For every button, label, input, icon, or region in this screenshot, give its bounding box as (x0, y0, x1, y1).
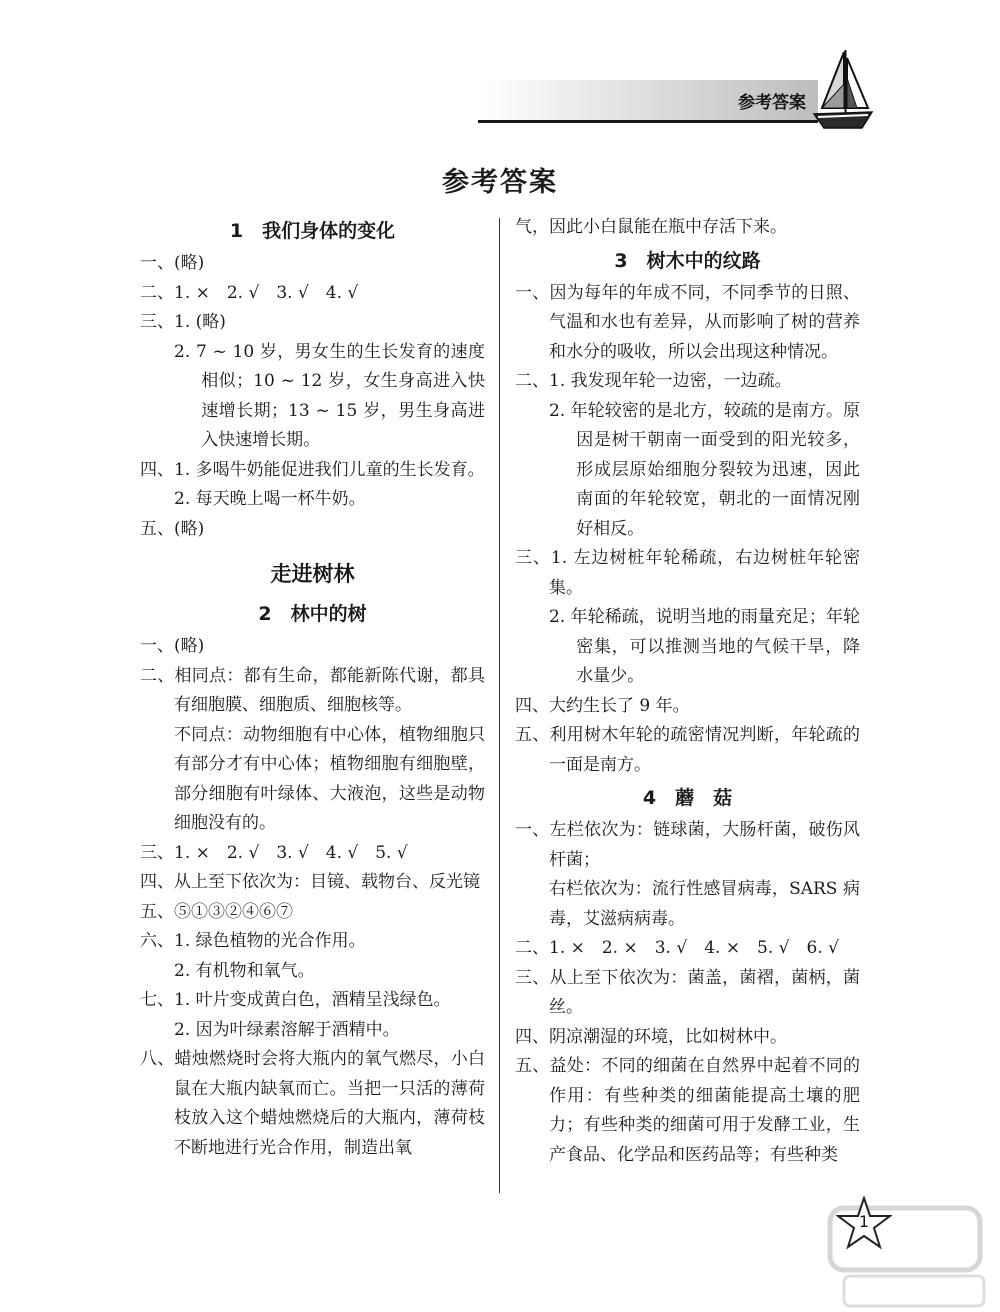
unit-heading: 走进树林 (270, 562, 355, 586)
answer-subitem: 2. 因为叶绿素溶解于酒精中。 (174, 1019, 400, 1040)
running-header-label: 参考答案 (738, 93, 806, 113)
answer-item: 四、1. 多喝牛奶能促进我们儿童的生长发育。 (140, 459, 485, 480)
answer-item: 五、⑤①③②④⑥⑦ (140, 901, 293, 922)
answer-item: 一、左栏依次为：链球菌，大肠杆菌，破伤风杆菌； (515, 820, 860, 870)
answer-item: 五、(略) (140, 518, 205, 539)
section-heading: 3 树木中的纹路 (614, 249, 761, 272)
answer-item: 二、1. × 2. × 3. √ 4. × 5. √ 6. √ (515, 938, 839, 958)
page-number: 1 (858, 1212, 870, 1231)
answer-item: 二、相同点：都有生命，都能新陈代谢，都具有细胞膜、细胞质、细胞核等。 (140, 665, 485, 715)
answer-item: 三、1. 左边树桩年轮稀疏，右边树桩年轮密集。 (515, 548, 860, 598)
column-divider (499, 218, 500, 1193)
answer-item: 三、1. × 2. √ 3. √ 4. √ 5. √ (140, 842, 408, 863)
left-column (140, 213, 485, 1163)
answer-item: 二、1. 我发现年轮一边密，一边疏。 (515, 371, 792, 391)
answer-item: 四、大约生长了 9 年。 (515, 695, 690, 716)
answer-continuation: 不同点：动物细胞有中心体，植物细胞只有部分才有中心体；植物细胞有细胞壁，部分细胞有叶绿体、大液泡，这些是动物细胞没有的。 (174, 724, 485, 833)
sailboat-icon (812, 48, 874, 134)
answer-subitem: 2. 7 ~ 10 岁，男女生的生长发育的速度相似；10 ~ 12 岁，女生身高进入快速增长期；13 ~ 15 岁，男生身高进入快速增长期。 (174, 341, 485, 450)
answer-continuation: 气，因此小白鼠能在瓶中存活下来。 (515, 217, 787, 237)
answer-item: 八、蜡烛燃烧时会将大瓶内的氧气燃尽，小白鼠在大瓶内缺氧而亡。当把一只活的薄荷枝放入这个蜡烛燃烧后的大瓶内，薄荷枝不断地进行光合作用，制造出氧 (140, 1049, 485, 1158)
answer-subitem: 2. 每天晚上喝一杯牛奶。 (174, 489, 366, 509)
answer-item: 三、从上至下依次为：菌盖，菌褶，菌柄，菌丝。 (515, 967, 860, 1017)
answer-item: 三、1. (略) (140, 312, 226, 332)
answer-item: 六、1. 绿色植物的光合作用。 (140, 931, 366, 951)
answer-item: 一、(略) (140, 253, 205, 273)
answer-item: 五、利用树木年轮的疏密情况判断，年轮疏的一面是南方。 (515, 725, 860, 775)
answer-item: 一、(略) (140, 636, 205, 656)
answer-item: 二、1. × 2. √ 3. √ 4. √ (140, 282, 359, 303)
answer-subitem: 2. 年轮较密的是北方，较疏的是南方。原因是树干朝南一面受到的阳光较多，形成层原始细胞分裂较为迅速，因此南面的年轮较宽，朝北的一面情况刚好相反。 (549, 400, 860, 539)
answer-continuation: 右栏依次为：流行性感冒病毒，SARS 病毒，艾滋病病毒。 (549, 879, 860, 929)
answer-item: 四、阴凉潮湿的环境，比如树林中。 (515, 1026, 787, 1047)
answer-item: 五、益处：不同的细菌在自然界中起着不同的作用：有些种类的细菌能提高土壤的肥力；有些种类的细菌可用于发酵工业，生产食品、化学品和医药品等；有些种类 (515, 1056, 860, 1165)
section-heading: 1 我们身体的变化 (229, 220, 396, 242)
answer-item: 七、1. 叶片变成黄白色，酒精呈浅绿色。 (140, 990, 451, 1010)
answer-item: 四、从上至下依次为：目镜、载物台、反光镜 (140, 872, 480, 892)
section-heading: 2 林中的树 (258, 603, 367, 625)
answer-subitem: 2. 有机物和氧气。 (174, 960, 315, 981)
answer-subitem: 2. 年轮稀疏，说明当地的雨量充足；年轮密集，可以推测当地的气候干旱，降水量少。 (549, 607, 860, 686)
answer-item: 一、因为每年的年成不同，不同季节的日照、气温和水也有差异，从而影响了树的营养和水分的吸收，所以会出现这种情况。 (515, 282, 860, 362)
page-title: 参考答案 (442, 167, 558, 198)
running-header (478, 80, 818, 123)
section-heading: 4 蘑 菇 (642, 787, 733, 809)
right-column (515, 213, 860, 1170)
